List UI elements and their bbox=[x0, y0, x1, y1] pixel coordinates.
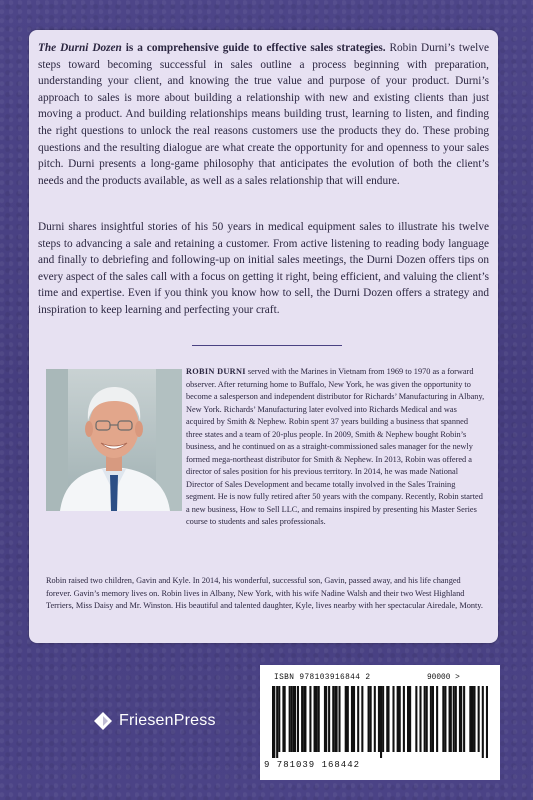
barcode-bar bbox=[453, 686, 455, 752]
publisher-logo bbox=[93, 710, 216, 732]
barcode-bar bbox=[276, 686, 278, 758]
blurb-body-1: Robin Durni’s twelve steps toward becoming successful in sales outline a process beginning with preparation, understanding your client, and knowing the true value and purpose of your product. Durni’s approach to sales is more about building a relationship with new and existing clients than just moving a product. And building relationships means building trust, learning to listen, and finding the right questions to unlock the real reasons customers use the products they do. These probing questions and the resulting dialogue are what create the opportunity for and openness to your sales pitch. Durni presents a long-game philosophy that anticipates the evolution of both the client’s needs and the products available, as well as a sales relationship that will endure. bbox=[38, 42, 489, 187]
barcode-digits: 9 781039 168442 bbox=[264, 760, 361, 770]
barcode-bar bbox=[318, 686, 320, 752]
barcode-bar bbox=[272, 686, 275, 758]
barcode-bar bbox=[426, 686, 428, 752]
barcode-bar bbox=[278, 686, 280, 752]
barcode-bar bbox=[419, 686, 421, 752]
barcode-bars bbox=[272, 686, 488, 758]
barcode-bar bbox=[399, 686, 401, 752]
barcode-bar bbox=[301, 686, 303, 752]
barcode-bar bbox=[338, 686, 340, 752]
divider-rule bbox=[192, 345, 342, 346]
blurb-paragraph-1 bbox=[38, 40, 489, 189]
blurb-lead: is a comprehensive guide to effective sales strategies. bbox=[121, 42, 386, 54]
barcode-bar bbox=[459, 686, 462, 752]
barcode-bar bbox=[380, 686, 382, 758]
barcode-bar bbox=[478, 686, 480, 752]
barcode-bar bbox=[430, 686, 432, 752]
barcode-bar bbox=[353, 686, 355, 752]
barcode-bar bbox=[361, 686, 363, 752]
blurb-paragraph-2: Durni shares insightful stories of his 50 years in medical equipment sales to illustrate his twelve steps to advancing a sale and retaining a customer. From active listening to reading body language and finally to debriefing and following-up on initial sales meetings, the Durni Dozen offers tips on every aspect of the sales call with a focus on getting it right, being efficient, and valuing the client’s time and expertise. Even if you think you know how to sell, the Durni Dozen offers a strategy and inspiration to keep learning and perfecting your craft. bbox=[38, 221, 489, 316]
barcode-bar bbox=[436, 686, 438, 752]
barcode-bar bbox=[382, 686, 384, 752]
barcode-bar bbox=[432, 686, 434, 752]
barcode-bar bbox=[403, 686, 405, 752]
barcode-bar bbox=[370, 686, 372, 752]
barcode-bar bbox=[378, 686, 380, 752]
barcode-bar bbox=[293, 686, 296, 752]
author-name: ROBIN DURNI bbox=[186, 367, 246, 376]
barcode-bar bbox=[316, 686, 318, 752]
barcode-bar bbox=[282, 686, 285, 752]
barcode-bar bbox=[332, 686, 334, 752]
price-code: 90000 > bbox=[427, 674, 460, 682]
book-title: The Durni Dozen bbox=[38, 42, 122, 54]
author-photo bbox=[46, 369, 182, 511]
barcode-bar bbox=[486, 686, 488, 758]
barcode-bar bbox=[424, 686, 426, 752]
barcode-bar bbox=[289, 686, 291, 752]
barcode-bar bbox=[442, 686, 444, 752]
barcode-bar bbox=[357, 686, 359, 752]
barcode-bar bbox=[334, 686, 337, 752]
barcode-bar bbox=[455, 686, 457, 752]
barcode-bar bbox=[291, 686, 293, 752]
author-bio-paragraph-2: Robin raised two children, Gavin and Kyle. In 2014, his wonderful, successful son, Gavin, passed away, and his life changed forever. Gavin’s memory lives on. Robin lives in Albany, New York, with his wife Nadine Walsh and their two West Highland Terriers, Miss Daisy and Mr. Winston. His beautiful and talented daughter, Kyle, lives nearby with her spectacular Airedale, Monty. bbox=[46, 576, 483, 610]
barcode-bar bbox=[351, 686, 353, 752]
barcode-bar bbox=[444, 686, 446, 752]
barcode-bar bbox=[392, 686, 394, 752]
barcode bbox=[260, 665, 500, 780]
barcode-bar bbox=[386, 686, 389, 752]
isbn-label: ISBN 978103916844 2 bbox=[274, 674, 371, 682]
barcode-bar bbox=[473, 686, 475, 752]
barcode-bar bbox=[309, 686, 311, 752]
barcode-bar bbox=[297, 686, 299, 752]
barcode-bar bbox=[374, 686, 376, 752]
barcode-bar bbox=[368, 686, 370, 752]
barcode-bar bbox=[303, 686, 306, 752]
barcode-bar bbox=[471, 686, 473, 752]
barcode-bar bbox=[449, 686, 452, 752]
barcode-bar bbox=[324, 686, 327, 752]
barcode-bar bbox=[347, 686, 349, 752]
friesenpress-logo-icon bbox=[93, 711, 113, 731]
barcode-bar bbox=[415, 686, 417, 752]
barcode-bar bbox=[482, 686, 484, 758]
barcode-bar bbox=[463, 686, 465, 752]
publisher-name: FriesenPress bbox=[119, 712, 216, 729]
author-bio-body: served with the Marines in Vietnam from 1969 to 1970 as a forward observer. After returning home to Buffalo, New York, he was given the opportunity to become a salesperson and independent distributor for Richards’ Manufacturing in Albany, New York. Richards’ Manufacturing later evolved into Richards Medical and was acquired by Smith & Nephew. Robin spent 37 years building a business that spanned three states and a team of 20-plus people. In 2009, Smith & Nephew bought Robin’s business, and he continued on as a straight-commissioned sales manager for the newly formed mega-northeast distributor for Smith & Nephew. In 2013, Robin was offered a director of sales position for his previous territory. In 2014, he was made National Director of Sales Development and became totally involved in the Sales Training segment. He is now fully retired after 50 years with the company. Recently, Robin started a new business, How to Sell LLC, and remains inspired by presenting his Master Series course to students and sales professionals. bbox=[186, 367, 485, 526]
barcode-bar bbox=[328, 686, 330, 752]
barcode-bar bbox=[409, 686, 411, 752]
